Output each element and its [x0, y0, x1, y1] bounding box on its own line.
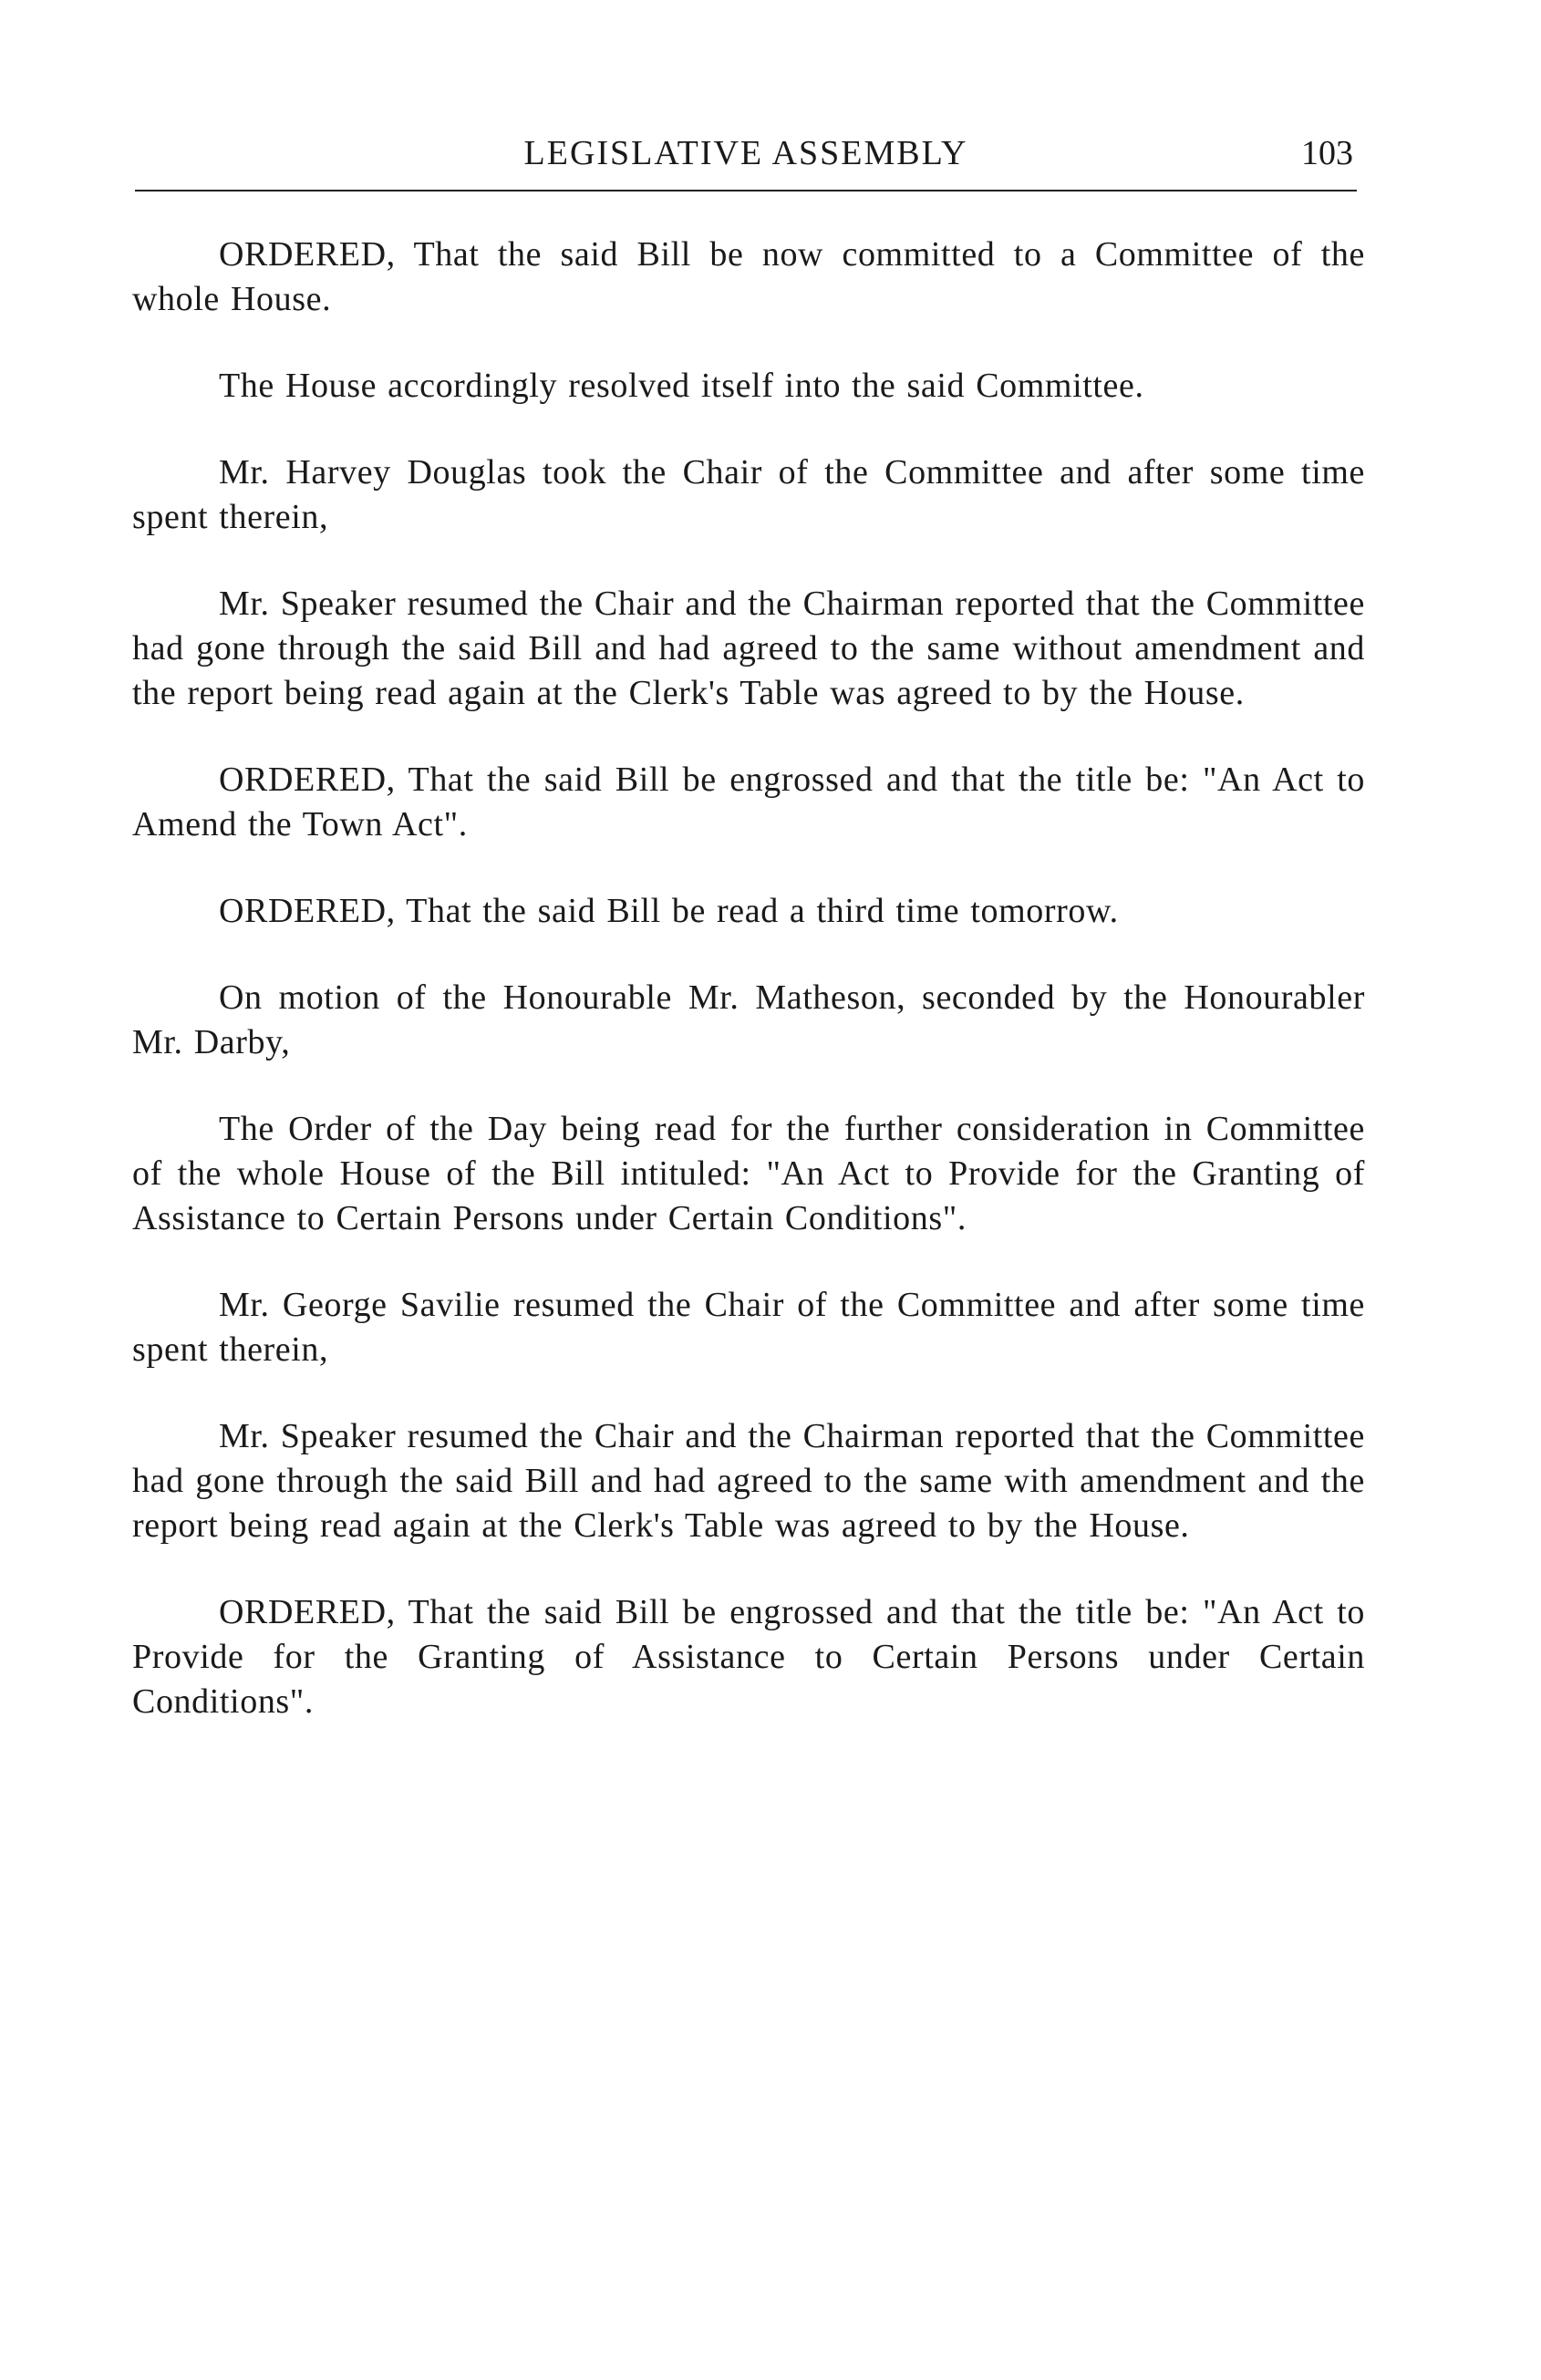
paragraph-douglas-chair: Mr. Harvey Douglas took the Chair of the Committee and after some time spent therein, [132, 453, 1365, 536]
running-title: LEGISLATIVE ASSEMBLY [523, 134, 968, 172]
paragraph-motion-matheson: On motion of the Honourable Mr. Matheson, seconded by the Honourabler Mr. Darby, [132, 978, 1365, 1061]
paragraph-committal-order: ORDERED, That the said Bill be now committed to a Committee of the whole House. [132, 235, 1365, 318]
paragraph-speaker-report: Mr. Speaker resumed the Chair and the Chairman reported that the Committee had gone through the said Bill and had agreed to the same without amendment and the report being read again at the Clerk's Table was agreed to by the House. [132, 585, 1365, 712]
body-text [132, 233, 1365, 1724]
paragraph-speaker-report-amendment: Mr. Speaker resumed the Chair and the Chairman reported that the Committee had gone through the said Bill and had agreed to the same with amendment and the report being read again at the Clerk's Table was agreed to by the House. [132, 1417, 1365, 1545]
page-number: 103 [1301, 134, 1353, 172]
paragraph-engrossed-town-act: ORDERED, That the said Bill be engrossed and that the title be: "An Act to Amend the Town Act". [132, 761, 1365, 843]
running-header [135, 128, 1357, 191]
paragraph-savilie-chair: Mr. George Savilie resumed the Chair of the Committee and after some time spent therein, [132, 1286, 1365, 1369]
paragraph-order-of-day: The Order of the Day being read for the further consideration in Committee of the whole House of the Bill intituled: "An Act to Provide for the Granting of Assistance to Certain Persons under Certain Conditions". [132, 1110, 1365, 1237]
paragraph-third-reading: ORDERED, That the said Bill be read a third time tomorrow. [219, 892, 1119, 930]
paragraph-engrossed-assistance-act: ORDERED, That the said Bill be engrossed and that the title be: "An Act to Provide for the Granting of Assistance to Certain Persons under Certain Conditions". [132, 1593, 1365, 1721]
paragraph-house-resolved: The House accordingly resolved itself into the said Committee. [219, 367, 1144, 405]
